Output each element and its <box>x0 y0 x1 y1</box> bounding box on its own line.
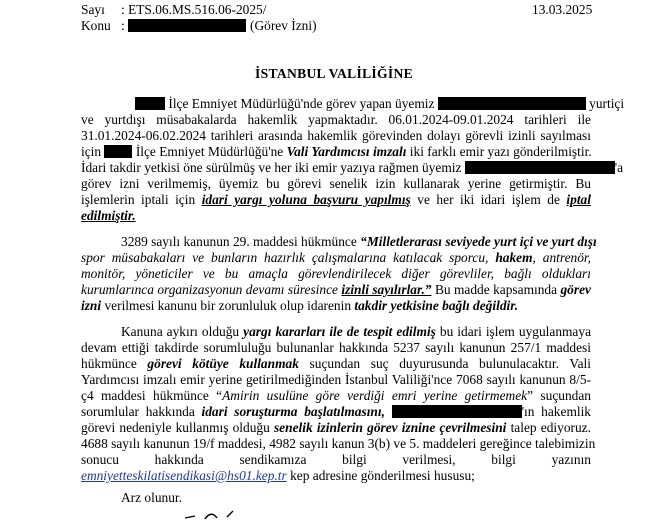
p2-line5: izni verilmesi kanunu bir zorunluluk olup idarenin takdir yetkisine bağlı değildir. <box>81 298 519 313</box>
addressee-title: İSTANBUL VALİLİĞİNE <box>255 66 413 81</box>
p1-line5: İdari takdir yetkisi öne sürülmüş ve her iki emir yazıya rağmen üyemiz 'a <box>81 160 624 175</box>
redaction-ilce-2 <box>104 145 132 158</box>
p1-line7: işlemlerin iptali için idari yargı yoluna başvuru yapılmış ve her iki idari işlem de iptal <box>81 192 591 207</box>
p3-line2: devam ettiği takdirde sorumluluğu bulunanlar hakkında 5237 sayılı kanunun 257/1 maddesi <box>81 340 591 355</box>
kep-email-link[interactable]: emniyetteskilatisendikasi@hs01.kep.tr <box>81 468 287 483</box>
p2-line1: 3289 sayılı kanunun 29. maddesi hükmünce “Milletlerarası seviyede yurt içi ve yurt dışı <box>121 234 597 249</box>
redaction-konu <box>128 19 246 32</box>
redaction-ilce-1 <box>135 97 165 110</box>
konu-suffix: (Görev İzni) <box>250 18 317 33</box>
p3-line8: 4688 sayılı kanunun 19/f maddesi, 4982 sayılı kanun 3(b) ve 5. maddeleri gereğince talebimizin <box>81 436 596 451</box>
p3-line9: sonucu hakkında sendikamıza bilgi verilmesi, bilgi yazının <box>81 452 591 467</box>
closing-text: Arz olunur. <box>121 490 182 505</box>
p2-line2: spor müsabakaları ve bunların hazırlık çalışmalarına katılacak sporcu, hakem, antrenör, <box>81 250 591 265</box>
p3-line4: Yardımcısı imzalı emir yerine getirilmediğinden İstanbul Valiliği'nce 7068 sayılı kanunun 8/5- <box>81 372 591 387</box>
p1-line6: görev izni verilmemiş, üyemiz bu görevi senelik izin kullanarak yerine getirmiştir. Bu <box>81 176 591 191</box>
p3-line10: emniyetteskilatisendikasi@hs01.kep.tr kep adresine gönderilmesi hususu; <box>81 468 475 483</box>
konu-label: Konu <box>81 18 111 33</box>
p3-line1: Kanuna aykırı olduğu yargı kararları ile de tespit edilmiş bu idari işlem uygulanmaya <box>121 324 592 339</box>
p3-line7: görevi nedeniyle kullanmış olduğu senelik izinlerin görev iznine çevrilmesini talep ediyoruz. <box>81 420 591 435</box>
sayi-label: Sayı <box>81 2 105 17</box>
redaction-member-name-3 <box>392 405 522 418</box>
redaction-member-name-1 <box>438 97 586 110</box>
sayi-value: : ETS.06.MS.516.06-2025/ <box>121 2 267 17</box>
konu-colon: : <box>121 18 125 33</box>
p1-line4: için İlçe Emniyet Müdürlüğü'ne Vali Yardımcısı imzalı iki farklı emir yazı gönderilmiştir. <box>81 144 592 159</box>
p3-line6: sorumlular hakkında idari soruşturma başlatılmasını, 'ın hakemlik <box>81 404 591 419</box>
p1-line1: İlçe Emniyet Müdürlüğü'nde görev yapan üyemiz yurtiçi <box>81 96 591 112</box>
signature-fragment <box>175 508 245 520</box>
p2-line3: monitör, yöneticiler ve bu amaçla görevlendirilecek diğer görevliler, bağlı oldukları <box>81 266 591 281</box>
p3-line5: ç4 maddesi hükmünce “Amirin usulüne göre verdiği emri yerine getirmemek” suçundan <box>81 388 591 403</box>
p1-line8: edilmiştir. <box>81 208 136 223</box>
p3-line3: hükmünce görevi kötüye kullanmak suçundan suç duyurusunda bulunulacaktır. Vali <box>81 356 591 371</box>
p2-line4: kurumlarınca organizasyonun devamı süresince izinli sayılırlar.” Bu madde kapsamında görev <box>81 282 591 297</box>
redaction-member-name-2 <box>465 161 615 174</box>
p1-line2: ve yurtdışı müsabakalarda hakemlik yapmaktadır. 06.01.2024-09.01.2024 tarihleri ile <box>81 112 591 127</box>
p1-line3: 31.01.2024-06.02.2024 tarihleri arasında hakemlik görevinden dolayı görevli izinli sayılması <box>81 128 591 143</box>
document-date: 13.03.2025 <box>532 2 593 17</box>
